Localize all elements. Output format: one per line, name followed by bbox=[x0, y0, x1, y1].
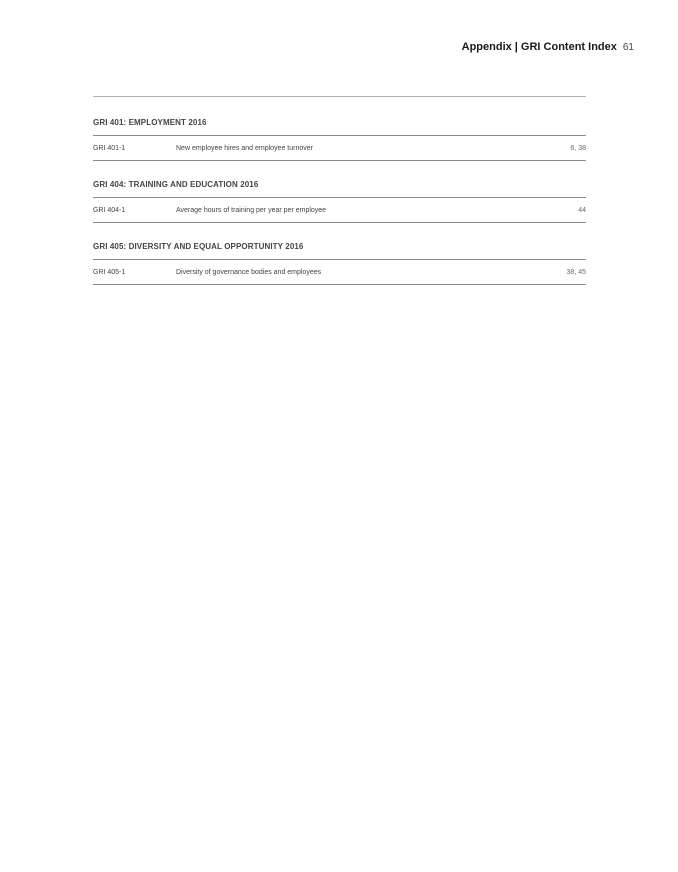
table-row bbox=[93, 260, 586, 285]
section-title: GRI 405: DIVERSITY AND EQUAL OPPORTUNITY 2016 bbox=[93, 241, 586, 260]
section-gri-401 bbox=[93, 117, 586, 161]
section-title: GRI 401: EMPLOYMENT 2016 bbox=[93, 117, 586, 136]
disclosure-code: GRI 404-1 bbox=[93, 206, 126, 214]
section-gri-405 bbox=[93, 241, 586, 285]
page-reference: 6, 38 bbox=[570, 144, 586, 152]
section-gri-404 bbox=[93, 179, 586, 223]
page-number: 61 bbox=[622, 42, 634, 53]
table-row bbox=[93, 198, 586, 223]
top-divider bbox=[93, 96, 586, 97]
disclosure-description: Diversity of governance bodies and employees bbox=[176, 268, 322, 276]
page-title: Appendix | GRI Content Index bbox=[461, 41, 617, 53]
table-row bbox=[93, 136, 586, 161]
gri-content-index bbox=[93, 117, 586, 285]
section-title: GRI 404: TRAINING AND EDUCATION 2016 bbox=[93, 179, 586, 198]
disclosure-code: GRI 405-1 bbox=[93, 268, 126, 276]
disclosure-description: New employee hires and employee turnover bbox=[176, 144, 313, 152]
disclosure-description: Average hours of training per year per employee bbox=[176, 206, 327, 214]
page-header bbox=[462, 41, 634, 53]
page-reference: 44 bbox=[578, 206, 586, 214]
disclosure-code: GRI 401-1 bbox=[93, 144, 126, 152]
page-reference: 38, 45 bbox=[566, 268, 586, 276]
